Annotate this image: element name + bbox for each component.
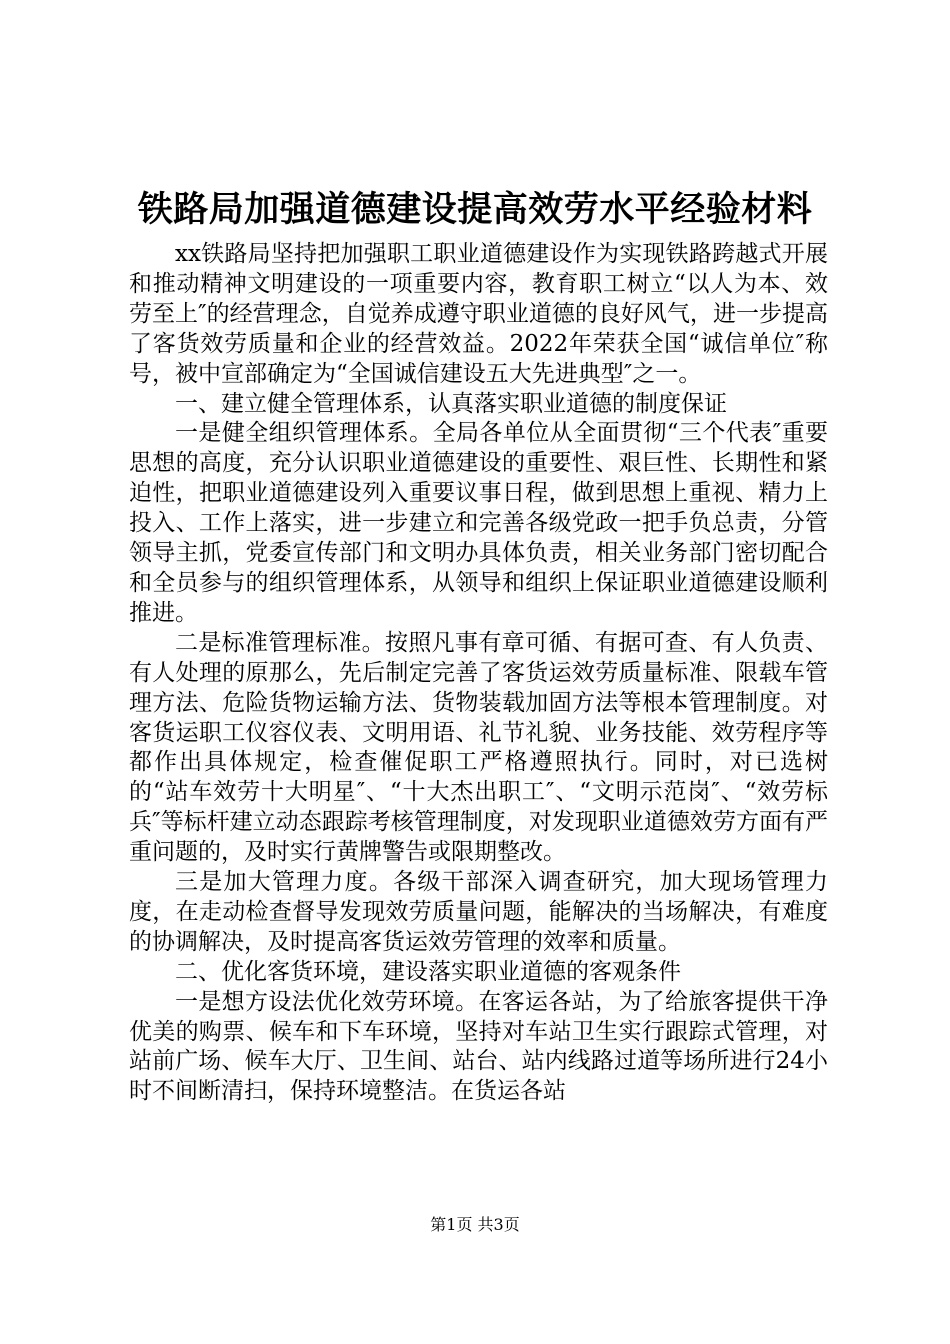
document-body <box>129 240 828 1107</box>
document-title: 铁路局加强道德建设提高效劳水平经验材料 <box>137 189 813 230</box>
page-footer: 第1页 共3页 <box>430 1215 520 1234</box>
paragraph: 三是加大管理力度。各级干部深入调查研究，加大现场管理力度，在走动检查督导发现效劳质量问题，能解决的当场解决，有难度的协调解决，及时提高客货运效劳管理的效率和质量。 <box>129 869 828 955</box>
paragraph: 一是健全组织管理体系。全局各单位从全面贯彻“三个代表″重要思想的高度，充分认识职业道德建设的重要性、艰巨性、长期性和紧迫性，把职业道德建设列入重要议事日程，做到思想上重视、精力上投入、工作上落实，进一步建立和完善各级党政一把手负总责，分管领导主抓，党委宣传部门和文明办具体负责，相关业务部门密切配合和全员参与的组织管理体系，从领导和组织上保证职业道德建设顺利推进。 <box>129 420 828 626</box>
paragraph: 二是标准管理标准。按照凡事有章可循、有据可查、有人负责、有人处理的原那么，先后制定完善了客货运效劳质量标准、限载车管理方法、危险货物运输方法、货物装载加固方法等根本管理制度。对客货运职工仪容仪表、文明用语、礼节礼貌、业务技能、效劳程序等都作出具体规定，检查催促职工严格遵照执行。同时，对已选树的“站车效劳十大明星″、“十大杰出职工″、“文明示范岗″、“效劳标兵″等标杆建立动态跟踪考核管理制度，对发现职业道德效劳方面有严重问题的，及时实行黄牌警告或限期整改。 <box>129 629 828 866</box>
paragraph-intro: xx铁路局坚持把加强职工职业道德建设作为实现铁路跨越式开展和推动精神文明建设的一项重要内容，教育职工树立“以人为本、效劳至上″的经营理念，自觉养成遵守职业道德的良好风气，进一步提高了客货效劳质量和企业的经营效益。2022年荣获全国“诚信单位″称号，被中宣部确定为“全国诚信建设五大先进典型″之一。 <box>129 241 828 387</box>
paragraph: 一是想方设法优化效劳环境。在客运各站，为了给旅客提供干净优美的购票、候车和下车环境，坚持对车站卫生实行跟踪式管理，对站前广场、候车大厅、卫生间、站台、站内线路过道等场所进行24小时不间断清扫，保持环境整洁。在货运各站 <box>129 988 828 1105</box>
section-heading-2: 二、优化客货环境，建设落实职业道德的客观条件 <box>175 958 681 985</box>
section-heading-1: 一、建立健全管理体系，认真落实职业道德的制度保证 <box>175 390 727 417</box>
